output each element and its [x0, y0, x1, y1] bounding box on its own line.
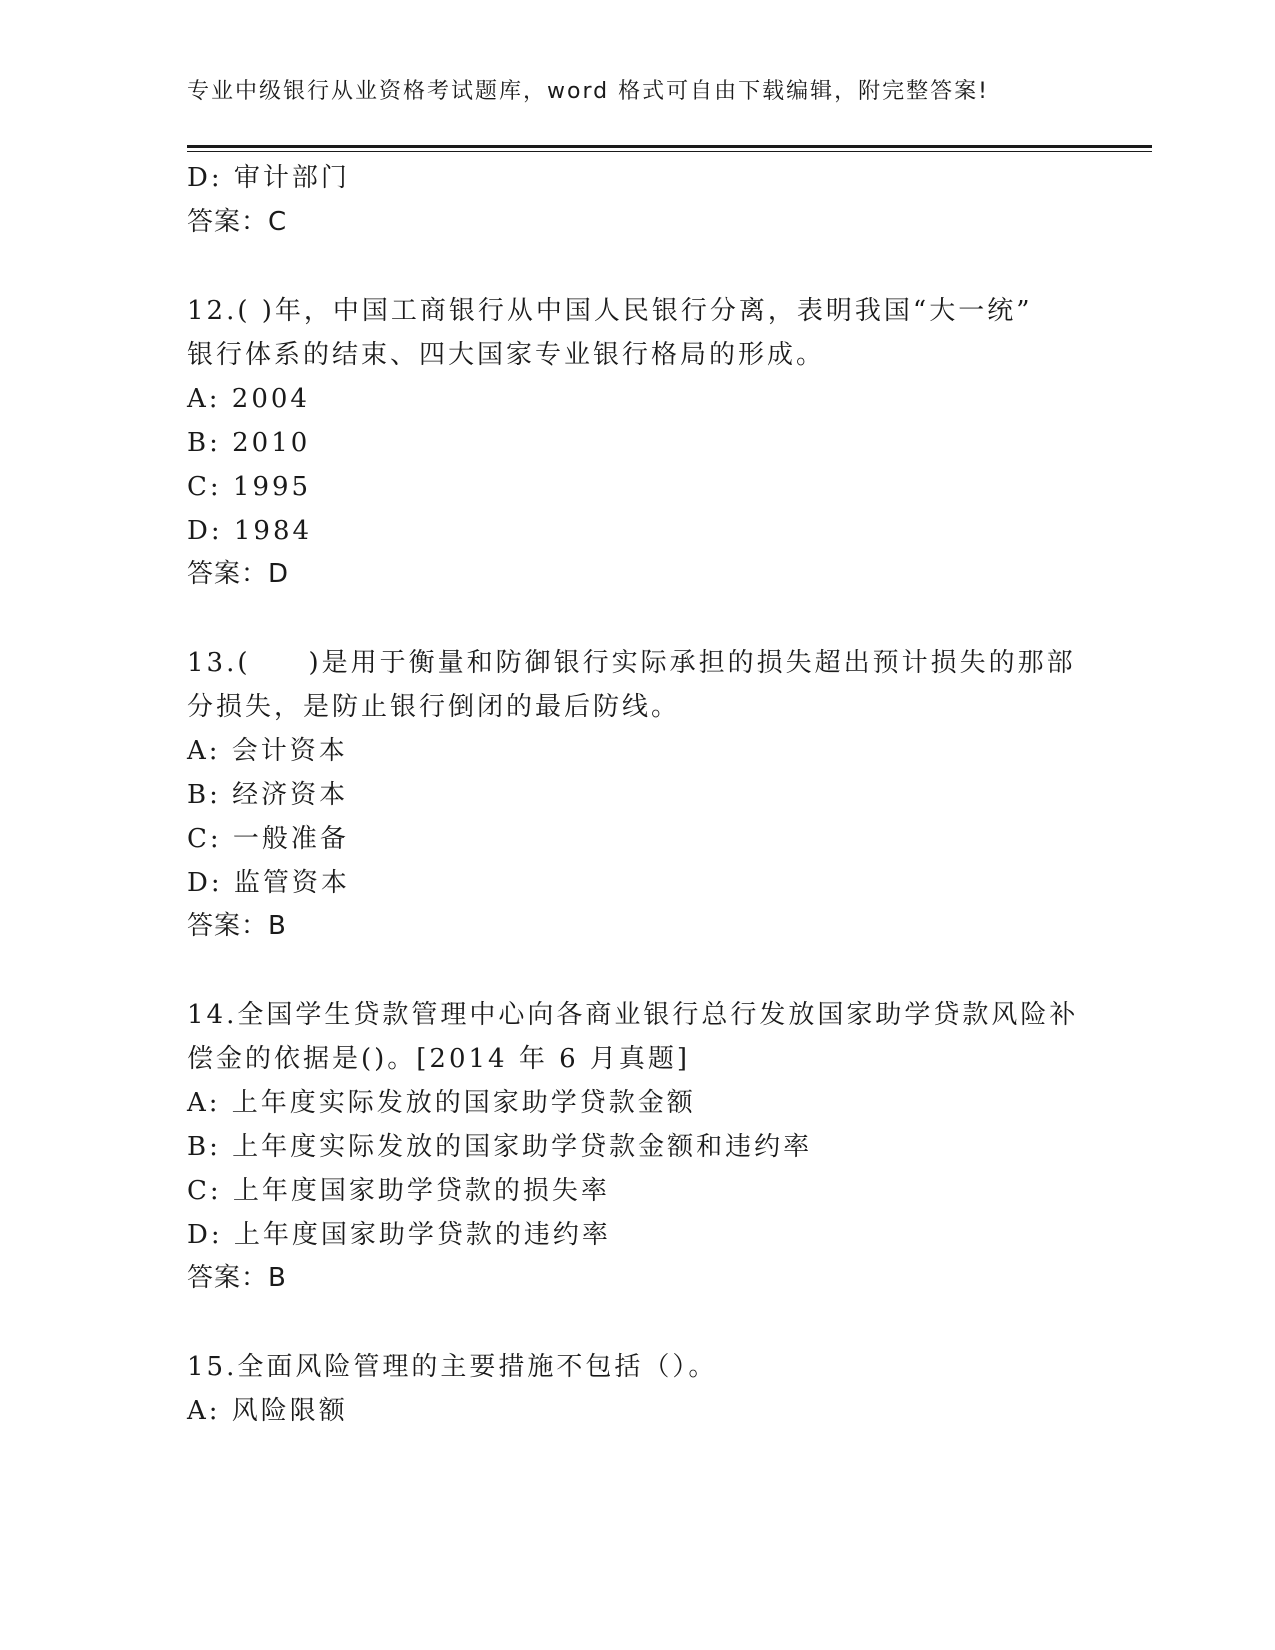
answer-q14: 答案：B [187, 1263, 287, 1293]
option-a-q15: A: 风险限额 [187, 1396, 348, 1426]
option-a-q13: A: 会计资本 [187, 736, 348, 766]
option-d-q11: D: 审计部门 [187, 163, 350, 193]
option-b-q14: B: 上年度实际发放的国家助学贷款金额和违约率 [187, 1132, 813, 1162]
question-12-line2: 银行体系的结束、四大国家专业银行格局的形成。 [187, 340, 826, 370]
option-b-q12: B: 2010 [187, 428, 311, 458]
answer-q12: 答案：D [187, 559, 290, 589]
option-a-q14: A: 上年度实际发放的国家助学贷款金额 [187, 1088, 696, 1118]
header-divider-thin [187, 151, 1152, 152]
option-c-q12: C: 1995 [187, 472, 312, 502]
option-d-q13: D: 监管资本 [187, 868, 350, 898]
option-b-q13: B: 经济资本 [187, 780, 349, 810]
option-a-q12: A: 2004 [187, 384, 310, 414]
question-12-line1: 12.( )年，中国工商银行从中国人民银行分离，表明我国“大一统” [187, 296, 1033, 326]
question-14-line1: 14.全国学生贷款管理中心向各商业银行总行发放国家助学贷款风险补 [187, 1000, 1079, 1030]
option-c-q13: C: 一般准备 [187, 824, 349, 854]
header-divider [187, 145, 1152, 148]
question-14-line2: 偿金的依据是()。[2014 年 6 月真题] [187, 1044, 691, 1074]
option-d-q12: D: 1984 [187, 516, 313, 546]
page-header: 专业中级银行从业资格考试题库，word 格式可自由下载编辑，附完整答案! [187, 79, 989, 104]
question-13-line2: 分损失，是防止银行倒闭的最后防线。 [187, 692, 681, 722]
option-d-q14: D: 上年度国家助学贷款的违约率 [187, 1220, 611, 1250]
answer-q13: 答案：B [187, 911, 287, 941]
option-c-q14: C: 上年度国家助学贷款的损失率 [187, 1176, 610, 1206]
question-13-line1: 13.( )是用于衡量和防御银行实际承担的损失超出预计损失的那部 [187, 648, 1076, 678]
answer-q11: 答案：C [187, 207, 288, 237]
question-15-line1: 15.全面风险管理的主要措施不包括（）。 [187, 1352, 718, 1382]
